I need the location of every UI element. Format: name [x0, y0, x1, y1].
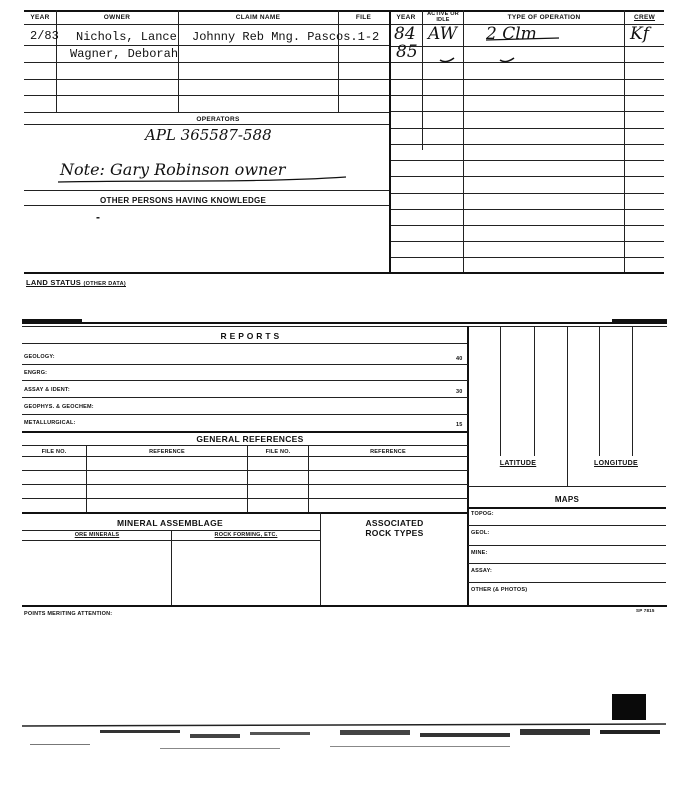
- land-status-sub: (OTHER DATA): [83, 281, 126, 287]
- latitude-label: LATITUDE: [499, 460, 537, 467]
- report-geology: GEOLOGY:: [24, 354, 55, 360]
- ref-header-reference-2: REFERENCE: [370, 449, 406, 455]
- ore-minerals-label: ORE MINERALS: [74, 532, 120, 538]
- report-metallurgical: METALLURGICAL:: [24, 420, 76, 426]
- maps-assay: ASSAY:: [471, 568, 493, 574]
- land-status-title: LAND STATUS: [26, 278, 82, 287]
- operators-label: OPERATORS: [196, 116, 240, 123]
- header-file: FILE: [355, 14, 372, 21]
- maps-mine: MINE:: [471, 550, 488, 556]
- header-active-or-idle: ACTIVE OR IDLE: [427, 11, 459, 23]
- note-underline: [56, 174, 356, 186]
- report-assay: ASSAY & IDENT:: [24, 387, 70, 393]
- other-persons-label: OTHER PERSONS HAVING KNOWLEDGE: [100, 196, 267, 205]
- mineral-assemblage-title: MINERAL ASSEMBLAGE: [117, 518, 223, 528]
- report-geophys: GEOPHYS. & GEOCHEM:: [24, 404, 94, 410]
- reports-title: R E P O R T S: [220, 331, 280, 341]
- maps-other: OTHER (& PHOTOS): [471, 587, 528, 593]
- report-assay-num: 30: [456, 389, 463, 395]
- points-meriting-attention: POINTS MERITING ATTENTION:: [24, 611, 113, 617]
- header-year: YEAR: [30, 14, 50, 21]
- scan-black-square: [612, 694, 646, 720]
- row-year: 2/83: [30, 29, 59, 43]
- report-geology-num: 40: [456, 356, 463, 362]
- hand-crew: Kf: [630, 24, 649, 44]
- header-type-of-operation: TYPE OF OPERATION: [507, 14, 581, 21]
- header-crew: CREW: [633, 14, 656, 21]
- maps-topog: TOPOG:: [471, 511, 494, 517]
- ref-header-reference-1: REFERENCE: [149, 449, 185, 455]
- general-references-title: GENERAL REFERENCES: [196, 434, 304, 444]
- header-claim-name: CLAIM NAME: [235, 14, 281, 21]
- ref-header-file-1: FILE NO.: [41, 449, 67, 455]
- maps-geol: GEOL:: [471, 530, 490, 536]
- longitude-label: LONGITUDE: [594, 460, 638, 467]
- rock-types-label: ROCK TYPES: [365, 528, 424, 538]
- hand-underline-type: [484, 32, 564, 44]
- hand-type: 2 Clm: [486, 24, 537, 44]
- row-claim-name: Johnny Reb Mng. Pascos.1-2: [192, 30, 380, 44]
- report-metallurgical-num: 15: [456, 422, 463, 428]
- header-owner: OWNER: [103, 14, 131, 21]
- row-owner-1: Nichols, Lance: [76, 30, 177, 44]
- report-engrg: ENGRG:: [24, 370, 48, 376]
- row-owner-2: Wagner, Deborah: [70, 47, 179, 61]
- scan-noise-band: [0, 718, 678, 768]
- header-year-2: YEAR: [396, 14, 416, 21]
- associated-label: ASSOCIATED: [365, 518, 424, 528]
- hand-year-85: 85: [396, 42, 418, 62]
- hand-status: AW: [428, 24, 458, 44]
- rock-forming-label: ROCK FORMING, ETC.: [214, 532, 278, 538]
- land-status-label: [26, 278, 126, 287]
- other-persons-value: -: [96, 210, 100, 224]
- hand-ditto-marks: [420, 48, 560, 68]
- operators-note: Note: Gary Robinson owner: [60, 160, 286, 179]
- maps-title: MAPS: [554, 495, 580, 504]
- form-code: SP 7815: [636, 608, 655, 613]
- hand-year-84: 84: [394, 24, 416, 44]
- ref-header-file-2: FILE NO.: [265, 449, 291, 455]
- operators-apl: APL 365587-588: [145, 126, 272, 144]
